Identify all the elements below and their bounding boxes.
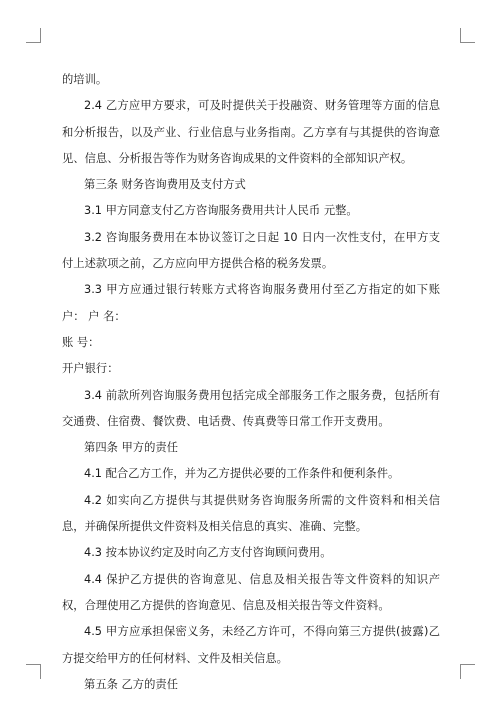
clause-3-4: 3.4 前款所列咨询服务费用包括完成全部服务工作之服务费，包括所有交通费、住宿费、餐饮费、电话费、传真费等日常工作开支费用。 <box>62 388 440 428</box>
clause-4-4: 4.4 保护乙方提供的咨询意见、信息及相关报告等文件资料的知识产权，合理使用乙方提供的咨询意见、信息及相关报告等文件资料。 <box>62 572 440 612</box>
article-5-heading: 第五条 乙方的责任 <box>84 677 178 691</box>
crop-mark-bottom-left <box>26 664 41 679</box>
bank-line: 开户银行： <box>62 362 119 376</box>
clause-3-1: 3.1 甲方同意支付乙方咨询服务费用共计人民币 元整。 <box>84 204 358 218</box>
clause-4-5: 4.5 甲方应承担保密义务，未经乙方许可，不得向第三方提供(披露)乙方提交给甲方的任何材料、文件及相关信息。 <box>62 625 440 665</box>
article-4-heading: 第四条 甲方的责任 <box>84 441 178 455</box>
article-3-heading: 第三条 财务咨询费用及支付方式 <box>84 178 246 192</box>
account-number-line: 账 号： <box>62 335 100 349</box>
clause-4-1: 4.1 配合乙方工作，并为乙方提供必要的工作条件和便利条件。 <box>84 467 400 481</box>
clause-2-4: 2.4 乙方应甲方要求，可及时提供关于投融资、财务管理等方面的信息和分析报告，以及产业、行业信息与业务指南。乙方享有与其提供的咨询意见、信息、分析报告等作为财务咨询成果的文件资料的全部知识产权。 <box>62 99 440 165</box>
crop-mark-top-left <box>26 28 41 43</box>
clause-3-2: 3.2 咨询服务费用在本协议签订之日起 10 日内一次性支付，在甲方支付上述款项之前，乙方应向甲方提供合格的税务发票。 <box>62 230 440 271</box>
document-body <box>62 67 440 698</box>
clause-3-3: 3.3 甲方应通过银行转账方式将咨询服务费用付至乙方指定的如下账户： 户 名： <box>62 283 440 323</box>
clause-4-3: 4.3 按本协议约定及时向乙方支付咨询顾问费用。 <box>84 546 332 560</box>
paragraph-continuation: 的培训。 <box>62 73 108 86</box>
crop-mark-bottom-right <box>460 664 475 679</box>
clause-4-2: 4.2 如实向乙方提供与其提供财务咨询服务所需的文件资料和相关信息，并确保所提供文件资料及相关信息的真实、准确、完整。 <box>62 493 440 534</box>
crop-mark-top-right <box>460 28 475 43</box>
